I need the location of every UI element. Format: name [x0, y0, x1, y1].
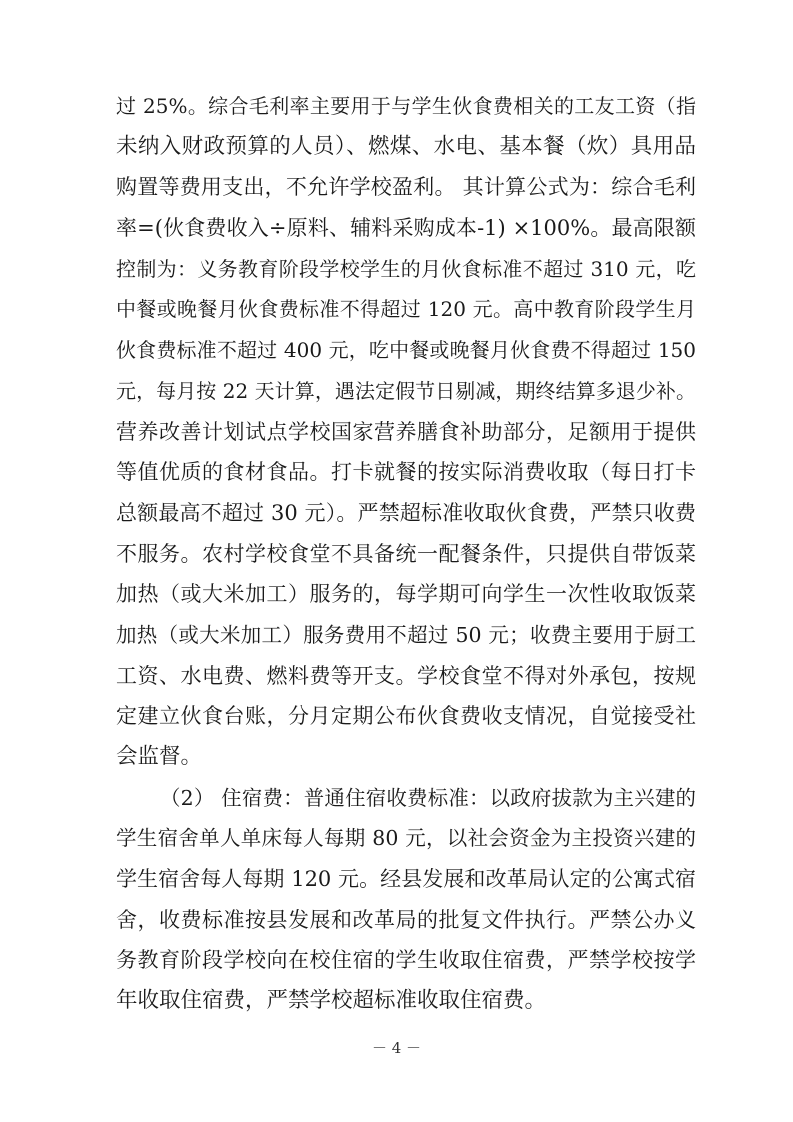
document-body [116, 86, 696, 1022]
text-line: 营养改善计划试点学校国家营养膳食补助部分，足额用于提供 [116, 419, 696, 444]
text-line: 总额最高不超过 30 元）。严禁超标准收取伙食费，严禁只收费 [116, 500, 696, 525]
text-line: 学生宿舍单人单床每人每期 80 元，以社会资金为主投资兴建的 [116, 826, 696, 851]
paragraph-accommodation-fees [116, 778, 696, 1022]
text-line: 中餐或晚餐月伙食费标准不得超过 120 元。高中教育阶段学生月 [116, 297, 696, 322]
text-line: 务教育阶段学校向在校住宿的学生收取住宿费，严禁学校按学 [116, 948, 696, 973]
text-line: 会监督。 [116, 744, 203, 769]
paragraph-meal-fees [116, 86, 696, 778]
text-line: 过 25%。综合毛利率主要用于与学生伙食费相关的工友工资（指 [116, 94, 696, 118]
text-line: 伙食费标准不超过 400 元，吃中餐或晚餐月伙食费不得超过 150 [116, 338, 696, 363]
text-line: 年收取住宿费，严禁学校超标准收取住宿费。 [116, 988, 547, 1014]
text-line: 不服务。农村学校食堂不具备统一配餐条件，只提供自带饭菜 [116, 541, 696, 566]
text-line: 元，每月按 22 天计算，遇法定假节日剔减，期终结算多退少补。 [116, 378, 696, 403]
text-line: （2） 住宿费：普通住宿收费标准：以政府拔款为主兴建的 [160, 785, 696, 810]
text-line: 率=(伙食费收入÷原料、辅料采购成本-1) ×100%。最高限额 [116, 216, 696, 241]
page-number: － 4 － [371, 1039, 422, 1057]
text-line: 购置等费用支出，不允许学校盈利。 其计算公式为：综合毛利 [116, 175, 696, 200]
text-line: 舍，收费标准按县发展和改革局的批复文件执行。严禁公办义 [116, 907, 696, 932]
text-line: 定建立伙食台账，分月定期公布伙食费收支情况，自觉接受社 [116, 704, 696, 729]
text-line: 未纳入财政预算的人员）、燃煤、水电、基本餐（炊）具用品 [116, 133, 696, 159]
text-line: 加热（或大米加工）服务费用不超过 50 元；收费主要用于厨工 [116, 622, 696, 647]
text-line: 控制为：义务教育阶段学校学生的月伙食标准不超过 310 元，吃 [116, 256, 696, 281]
text-line: 工资、水电费、燃料费等开支。学校食堂不得对外承包，按规 [116, 663, 696, 688]
text-line: 加热（或大米加工）服务的，每学期可向学生一次性收取饭菜 [116, 582, 696, 607]
text-line: 等值优质的食材食品。打卡就餐的按实际消费收取（每日打卡 [116, 460, 696, 485]
text-line: 学生宿舍每人每期 120 元。经县发展和改革局认定的公寓式宿 [116, 867, 696, 892]
